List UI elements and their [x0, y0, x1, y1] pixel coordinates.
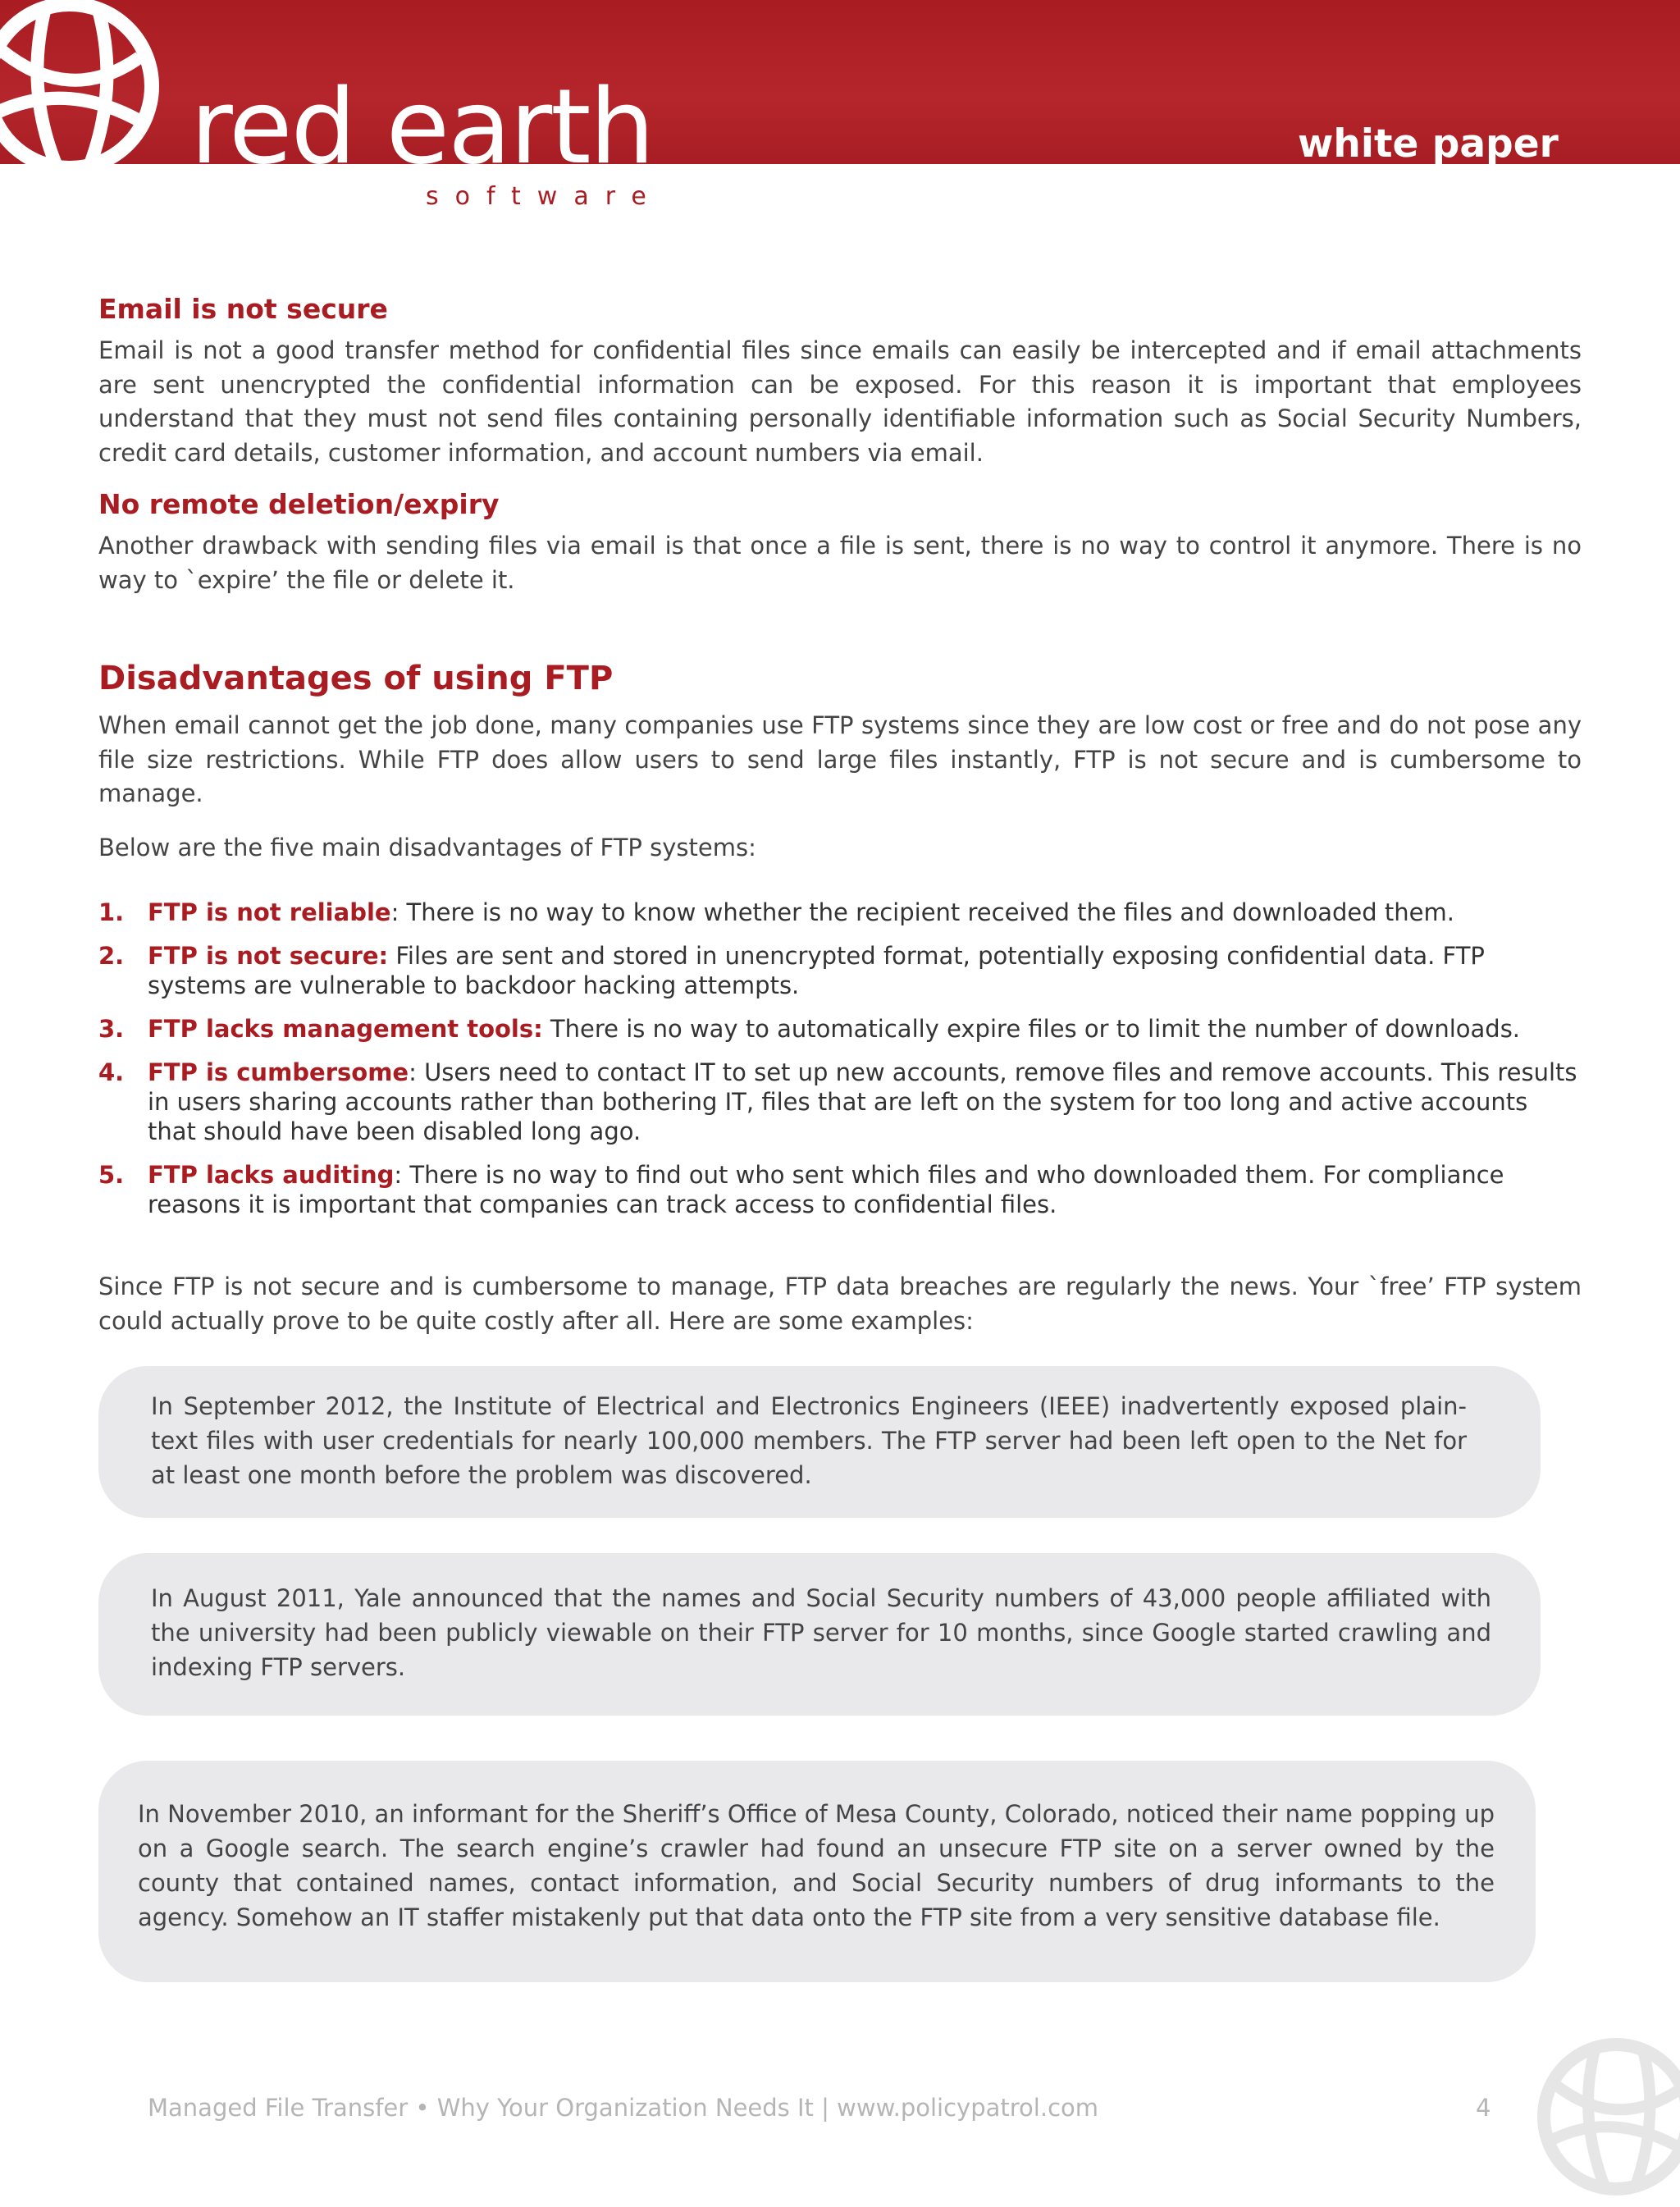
list-item-number: 3. — [98, 1015, 125, 1043]
footer-text: Managed File Transfer • Why Your Organization Needs It | www.policypatrol.com — [148, 2094, 1099, 2122]
list-item-text: : Users need to contact IT to set up new accounts, remove files and remove accounts. This results in users sharing accounts rather than bothering IT, files that are left on the system for too long and active accounts that should have been disabled long ago. — [148, 1058, 1577, 1145]
paragraph-email-not-secure: Email is not a good transfer method for confidential files since emails can easily be intercepted and if email attachments are sent unencrypted the confidential information can be exposed. For this reason it is important that employees understand that they must not send files containing personally identifiable information such as Social Security Numbers, credit card details, customer information, and account numbers via email. — [98, 336, 1582, 467]
paragraph-no-remote-deletion: Another drawback with sending files via email is that once a file is sent, there is no way to control it anymore. There is no way to `expire’ the file or delete it. — [98, 532, 1582, 594]
brand-subtitle: software — [426, 182, 663, 211]
list-item-number: 5. — [98, 1161, 125, 1189]
list-item-text: : There is no way to know whether the recipient received the files and downloaded them. — [390, 898, 1454, 926]
document-type-label: white paper — [1298, 121, 1559, 167]
list-item-term: FTP is cumbersome — [148, 1058, 409, 1086]
heading-email-not-secure: Email is not secure — [98, 293, 388, 325]
list-item — [98, 898, 1582, 927]
list-item — [98, 941, 1582, 1000]
page-number: 4 — [1476, 2094, 1491, 2122]
list-item-term: FTP is not secure: — [148, 942, 389, 970]
list-item-number: 1. — [98, 898, 125, 926]
main-content — [98, 291, 1582, 1338]
globe-logo-icon — [0, 0, 172, 189]
example-text-yale: In August 2011, Yale announced that the names and Social Security numbers of 43,000 people affiliated with the university had been publicly viewable on their FTP server for 10 months, since Google started crawling and indexing FTP servers. — [151, 1584, 1491, 1681]
list-item-term: FTP is not reliable — [148, 898, 391, 926]
list-item-text: : There is no way to find out who sent which files and who downloaded them. For compliance reasons it is important that companies can track access to confidential files. — [148, 1161, 1504, 1218]
heading-no-remote-deletion: No remote deletion/expiry — [98, 488, 500, 520]
example-text-mesa-county: In November 2010, an informant for the Sheriff’s Office of Mesa County, Colorado, noticed their name popping up on a Google search. The search engine’s crawler had found an unsecure FTP site on a server owned by the county that contained names, contact information, and Social Security numbers of drug informants to the agency. Somehow an IT staffer mistakenly put that data onto the FTP site from a very sensitive database file. — [138, 1800, 1495, 1931]
example-text-ieee: In September 2012, the Institute of Electrical and Electronics Engineers (IEEE) inadvertently exposed plain-text files with user credentials for nearly 100,000 members. The FTP server had been left open to the Net for at least one month before the problem was discovered. — [151, 1392, 1467, 1489]
list-item-term: FTP lacks management tools: — [148, 1015, 543, 1043]
example-callout-yale — [98, 1553, 1541, 1716]
list-item-term: FTP lacks auditing — [148, 1161, 395, 1189]
list-item — [98, 1058, 1582, 1146]
list-item-text: There is no way to automatically expire files or to limit the number of downloads. — [542, 1015, 1521, 1043]
heading-ftp-disadvantages: Disadvantages of using FTP — [98, 660, 614, 697]
paragraph-ftp-conclusion: Since FTP is not secure and is cumbersome to manage, FTP data breaches are regularly the news. Your `free’ FTP system could actually prove to be quite costly after all. Here are some examples: — [98, 1273, 1582, 1335]
paragraph-list-intro: Below are the five main disadvantages of FTP systems: — [98, 833, 756, 861]
list-item-number: 4. — [98, 1058, 125, 1086]
brand-name: red earth — [190, 66, 654, 187]
example-callout-ieee — [98, 1366, 1541, 1518]
example-callout-mesa-county — [98, 1761, 1536, 1982]
list-item-text: Files are sent and stored in unencrypted format, potentially exposing confidential data. FTP systems are vulnerable to backdoor hacking attempts. — [148, 942, 1485, 999]
list-item — [98, 1160, 1582, 1219]
disadvantages-list — [98, 898, 1582, 1219]
paragraph-ftp-intro: When email cannot get the job done, many companies use FTP systems since they are low cost or free and do not pose any file size restrictions. While FTP does allow users to send large files instantly, FTP is not secure and is cumbersome to manage. — [98, 711, 1582, 807]
list-item-number: 2. — [98, 942, 125, 970]
footer-globe-icon — [1526, 2027, 1680, 2207]
list-item — [98, 1014, 1582, 1044]
